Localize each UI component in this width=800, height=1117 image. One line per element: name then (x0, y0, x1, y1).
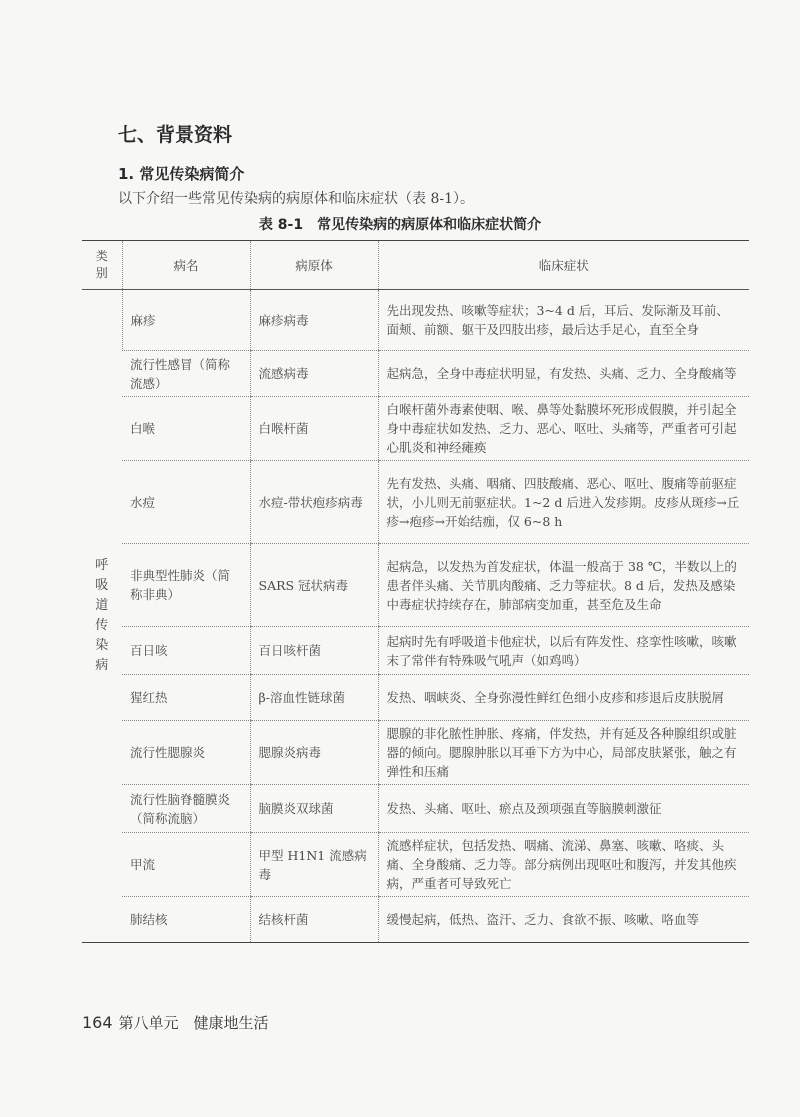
page-footer (82, 1012, 269, 1033)
symptoms: 腮腺的非化脓性肿胀、疼痛，伴发热，并有延及各种腺组织或脏器的倾向。腮腺肿胀以耳垂下方为中心，局部皮肤紧张，触之有弹性和压痛 (378, 721, 749, 785)
disease-name: 水痘 (122, 461, 250, 544)
disease-name: 流行性脑脊髓膜炎（简称流脑） (122, 785, 250, 833)
pathogen-name: β-溶血性链球菌 (250, 675, 378, 721)
table-row (82, 351, 749, 397)
disease-table (82, 240, 749, 943)
disease-name: 百日咳 (122, 627, 250, 675)
category-cell: 呼 吸 道 传 染 病 (95, 558, 109, 673)
page-number: 164 (82, 1013, 113, 1032)
disease-name: 猩红热 (122, 675, 250, 721)
table-header-row (82, 241, 749, 290)
table-row (82, 461, 749, 544)
header-disease: 病名 (122, 241, 250, 290)
table-row (82, 721, 749, 785)
header-category: 类 别 (82, 241, 122, 290)
disease-name: 流行性感冒（简称流感） (122, 351, 250, 397)
table-row (82, 785, 749, 833)
symptoms: 起病急，全身中毒症状明显，有发热、头痛、乏力、全身酸痛等 (378, 351, 749, 397)
header-symptoms: 临床症状 (378, 241, 749, 290)
unit-title: 第八单元 健康地生活 (118, 1014, 269, 1032)
symptoms: 发热、头痛、呕吐、瘀点及颈项强直等脑膜刺激征 (378, 785, 749, 833)
pathogen-name: 流感病毒 (250, 351, 378, 397)
disease-name: 麻疹 (122, 290, 250, 351)
disease-name: 非典型性肺炎（简称非典） (122, 544, 250, 627)
disease-name: 流行性腮腺炎 (122, 721, 250, 785)
section-title: 七、背景资料 (118, 124, 233, 146)
pathogen-name: SARS 冠状病毒 (250, 544, 378, 627)
sub-title: 1. 常见传染病简介 (118, 165, 245, 183)
symptoms: 起病急，以发热为首发症状，体温一般高于 38 ℃，半数以上的患者伴头痛、关节肌肉酸痛、乏力等症状。8 d 后，发热及感染中毒症状持续存在，肺部病变加重，甚至危及生命 (378, 544, 749, 627)
pathogen-name: 脑膜炎双球菌 (250, 785, 378, 833)
symptoms: 起病时先有呼吸道卡他症状，以后有阵发性、痉挛性咳嗽，咳嗽末了常伴有特殊吸气吼声（如鸡鸣） (378, 627, 749, 675)
disease-name: 甲流 (122, 833, 250, 897)
table-row (82, 290, 749, 351)
symptoms: 流感样症状，包括发热、咽痛、流涕、鼻塞、咳嗽、咯痰、头痛、全身酸痛、乏力等。部分病例出现呕吐和腹泻，并发其他疾病，严重者可导致死亡 (378, 833, 749, 897)
pathogen-name: 甲型 H1N1 流感病毒 (250, 833, 378, 897)
pathogen-name: 白喉杆菌 (250, 397, 378, 461)
pathogen-name: 麻疹病毒 (250, 290, 378, 351)
pathogen-name: 百日咳杆菌 (250, 627, 378, 675)
disease-name: 白喉 (122, 397, 250, 461)
table-row (82, 897, 749, 943)
table-caption: 表 8-1 常见传染病的病原体和临床症状简介 (258, 217, 542, 233)
symptoms: 缓慢起病，低热、盗汗、乏力、食欲不振、咳嗽、咯血等 (378, 897, 749, 943)
symptoms: 发热、咽峡炎、全身弥漫性鲜红色细小皮疹和疹退后皮肤脱屑 (378, 675, 749, 721)
symptoms: 先有发热、头痛、咽痛、四肢酸痛、恶心、呕吐、腹痛等前驱症状，小儿则无前驱症状。1~2 d 后进入发疹期。皮疹从斑疹→丘疹→疱疹→开始结痂，仅 6~8 h (378, 461, 749, 544)
pathogen-name: 腮腺炎病毒 (250, 721, 378, 785)
disease-name: 肺结核 (130, 912, 168, 927)
table-row (82, 675, 749, 721)
symptoms: 先出现发热、咳嗽等症状；3~4 d 后，耳后、发际渐及耳前、面颊、前额、躯干及四肢出疹，最后达手足心，直至全身 (378, 290, 749, 351)
header-pathogen: 病原体 (250, 241, 378, 290)
table-row (82, 544, 749, 627)
pathogen-name: 结核杆菌 (250, 897, 378, 943)
symptoms: 白喉杆菌外毒素使咽、喉、鼻等处黏膜坏死形成假膜，并引起全身中毒症状如发热、乏力、恶心、呕吐、头痛等，严重者可引起心肌炎和神经瘫痪 (378, 397, 749, 461)
table-row (82, 627, 749, 675)
table-row (82, 833, 749, 897)
intro-text: 以下介绍一些常见传染病的病原体和临床症状（表 8-1）。 (118, 191, 474, 207)
pathogen-name: 水痘-带状疱疹病毒 (250, 461, 378, 544)
table-row (82, 397, 749, 461)
